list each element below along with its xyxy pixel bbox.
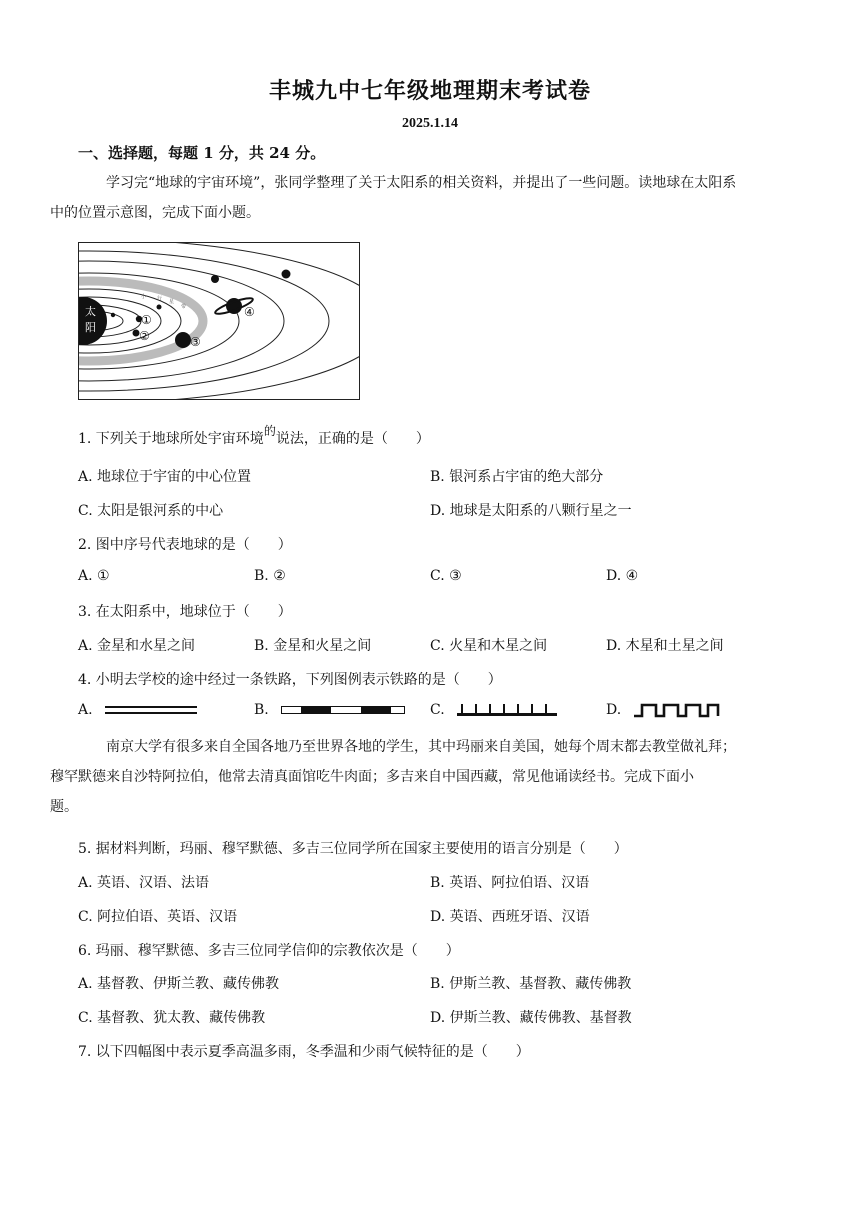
planet-small [157,305,162,310]
intro-line-2: 中的位置示意图，完成下面小题。 [50,205,260,221]
q3-option-b[interactable]: B. 金星和火星之间 [254,638,372,654]
marker-2: ② [139,329,150,343]
question-1-stem [78,424,430,448]
marker-1: ① [141,313,152,327]
q1-stem-part-b: 说法，正确的是（ ） [275,431,430,447]
q3-option-d[interactable]: D. 木星和土星之间 [606,638,724,654]
q4-option-d-label: D. [606,702,622,718]
q3-option-c[interactable]: C. 火星和木星之间 [430,638,548,654]
question-4-stem: 4. 小明去学校的途中经过一条铁路，下列图例表示铁路的是（ ） [78,672,502,688]
q4-option-b-label: B. [254,702,269,718]
q4-option-a-label: A. [78,702,93,718]
q1-stem-part-a: 1. 下列关于地球所处宇宙环境 [78,431,264,447]
q1-option-d[interactable]: D. 地球是太阳系的八颗行星之一 [430,503,632,519]
q5-option-d[interactable]: D. 英语、西班牙语、汉语 [430,909,590,925]
sun-label-bottom: 阳 [85,321,96,334]
belt-label-2: 行 [157,296,163,302]
q4-option-c-label: C. [430,702,445,718]
q1-stem-superscript: 的 [263,424,276,438]
q1-option-b[interactable]: B. 银河系占宇宙的绝大部分 [430,469,604,485]
q5-option-b[interactable]: B. 英语、阿拉伯语、汉语 [430,875,590,891]
railway-symbol [281,703,405,717]
question-3-stem: 3. 在太阳系中，地球位于（ ） [78,604,292,620]
q6-option-c[interactable]: C. 基督教、犹太教、藏传佛教 [78,1010,266,1026]
q5-option-a[interactable]: A. 英语、汉语、法语 [78,875,210,891]
question-5-stem: 5. 据材料判断，玛丽、穆罕默德、多吉三位同学所在国家主要使用的语言分别是（ ） [78,841,628,857]
q4-option-b[interactable] [254,702,405,718]
belt-label-4: 带 [181,304,187,310]
planet-mercury [98,312,101,315]
planet-marker-3 [175,332,191,348]
q6-option-d[interactable]: D. 伊斯兰教、藏传佛教、基督教 [430,1010,632,1026]
q1-option-a[interactable]: A. 地球位于宇宙的中心位置 [78,469,252,485]
q3-option-a[interactable]: A. 金星和水星之间 [78,638,196,654]
solar-system-figure [78,242,360,400]
q1-option-c[interactable]: C. 太阳是银河系的中心 [78,503,224,519]
belt-label-1: 小 [141,294,147,300]
passage-2-line-2: 穆罕默德来自沙特阿拉伯，他常去清真面馆吃牛肉面；多吉来自中国西藏，常见他诵读经书。完成下面小 [50,769,694,785]
passage-2-line-3: 题。 [50,799,78,815]
belt-label-3: 星 [169,299,175,305]
intro-paragraph [50,168,786,228]
intro-line-1: 学习完“地球的宇宙环境”，张同学整理了关于太阳系的相关资料，并提出了一些问题。读地球在太阳系 [106,175,737,191]
square-wave-symbol [634,702,720,718]
planet-neptune [282,270,291,279]
exam-date: 2025.1.14 [402,116,458,131]
q2-option-b[interactable]: B. ② [254,568,286,584]
q2-option-a[interactable]: A. ① [78,568,110,584]
planet-uranus [211,275,219,283]
q6-option-a[interactable]: A. 基督教、伊斯兰教、藏传佛教 [78,976,280,992]
q4-option-a[interactable] [78,702,197,718]
question-7-stem: 7. 以下四幅图中表示夏季高温多雨，冬季温和少雨气候特征的是（ ） [78,1044,530,1060]
section-heading: 一、选择题，每题 1 分，共 24 分。 [78,144,326,162]
tick-line-symbol [457,702,557,718]
q5-option-c[interactable]: C. 阿拉伯语、英语、汉语 [78,909,238,925]
q4-option-d[interactable] [606,702,720,718]
q6-option-b[interactable]: B. 伊斯兰教、基督教、藏传佛教 [430,976,632,992]
q2-option-d[interactable]: D. ④ [606,568,639,584]
marker-4: ④ [244,305,255,319]
planet-venus [111,313,115,317]
solar-system-diagram [79,243,359,399]
question-2-stem: 2. 图中序号代表地球的是（ ） [78,537,292,553]
question-6-stem: 6. 玛丽、穆罕默德、多吉三位同学信仰的宗教依次是（ ） [78,943,460,959]
q2-option-c[interactable]: C. ③ [430,568,462,584]
passage-2-line-1: 南京大学有很多来自全国各地乃至世界各地的学生，其中玛丽来自美国，她每个周末都去教堂做礼拜； [106,739,736,755]
marker-3: ③ [190,335,201,349]
page-title: 丰城九中七年级地理期末考试卷 [268,78,591,104]
sun-label-top: 太 [85,305,96,318]
q4-option-c[interactable] [430,702,557,718]
passage-2 [50,732,786,822]
orbit-neptune [79,243,359,399]
double-line-symbol [105,703,197,717]
